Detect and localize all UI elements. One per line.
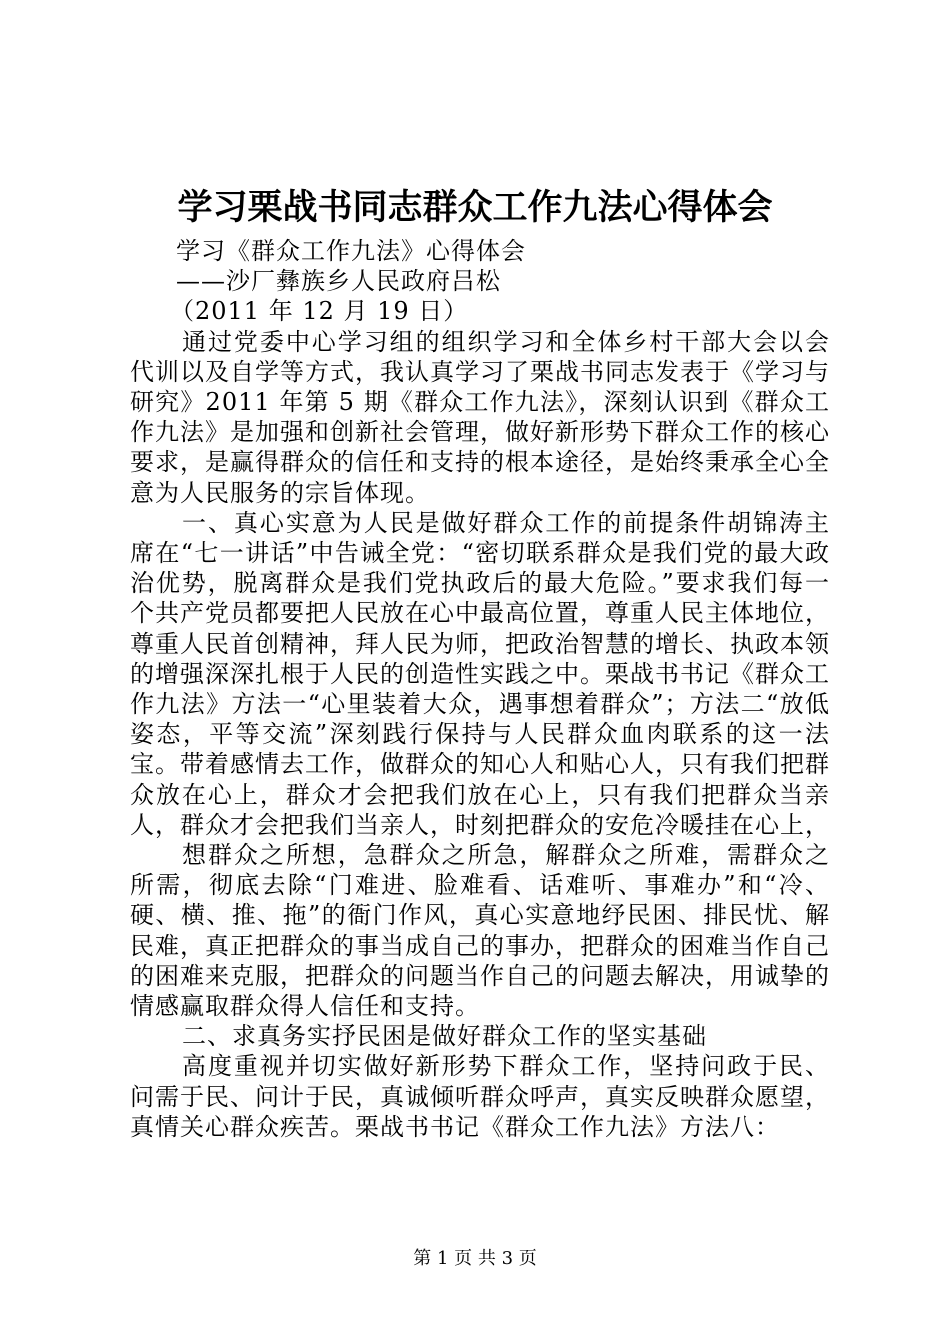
paragraph-section-1: 一、真心实意为人民是做好群众工作的前提条件胡锦涛主席在“七一讲话”中告诫全党：“密切联系群众是我们党的最大政治优势，脱离群众是我们党执政后的最大危险。”要求我们每一个共产党员都要把人民放在心中最高位置，尊重人民主体地位，尊重人民首创精神，拜人民为师，把政治智慧的增长、执政本领的增强深深扎根于人民的创造性实践之中。栗战书书记《群众工作九法》方法一“心里装着大众，遇事想着群众”；方法二“放低姿态，平等交流”深刻践行保持与人民群众血肉联系的这一法宝。带着感情去工作，做群众的知心人和贴心人，只有我们把群众放在心上，群众才会把我们放在心上，只有我们把群众当亲人，群众才会把我们当亲人，时刻把群众的安危冷暖挂在心上， <box>130 508 830 839</box>
paragraph-intro: 通过党委中心学习组的组织学习和全体乡村干部大会以会代训以及自学等方式，我认真学习了栗战书同志发表于《学习与研究》2011 年第 5 期《群众工作九法》，深刻认识到《群众工作九法》是加强和创新社会管理，做好新形势下群众工作的核心要求，是赢得群众的信任和支持的根本途径，是始终秉承全心全意为人民服务的宗旨体现。 <box>130 327 830 507</box>
subtitle: 学习《群众工作九法》心得体会 <box>176 237 526 265</box>
page-title: 学习栗战书同志群众工作九法心得体会 <box>177 187 773 228</box>
date-line: （2011 年 12 月 19 日） <box>170 297 469 326</box>
page-footer: 第 1 页 共 3 页 <box>413 1248 537 1269</box>
paragraph-section-1-cont: 想群众之所想，急群众之所急，解群众之所难，需群众之所需，彻底去除“门难进、脸难看、话难听、事难办”和“冷、硬、横、推、拖”的衙门作风，真心实意地纾民困、排民忧、解民难，真正把群众的事当成自己的事办，把群众的困难当作自己的困难来克服，把群众的问题当作自己的问题去解决，用诚挚的情感赢取群众得人信任和支持。 <box>130 841 830 1021</box>
paragraph-section-2: 高度重视并切实做好新形势下群众工作，坚持问政于民、问需于民、问计于民，真诚倾听群众呼声，真实反映群众愿望，真情关心群众疾苦。栗战书书记《群众工作九法》方法八： <box>130 1052 830 1141</box>
section-2-heading: 二、求真务实抒民困是做好群众工作的坚实基础 <box>182 1022 707 1051</box>
document-body <box>130 236 830 1142</box>
author-line: ——沙厂彝族乡人民政府吕松 <box>176 267 501 296</box>
